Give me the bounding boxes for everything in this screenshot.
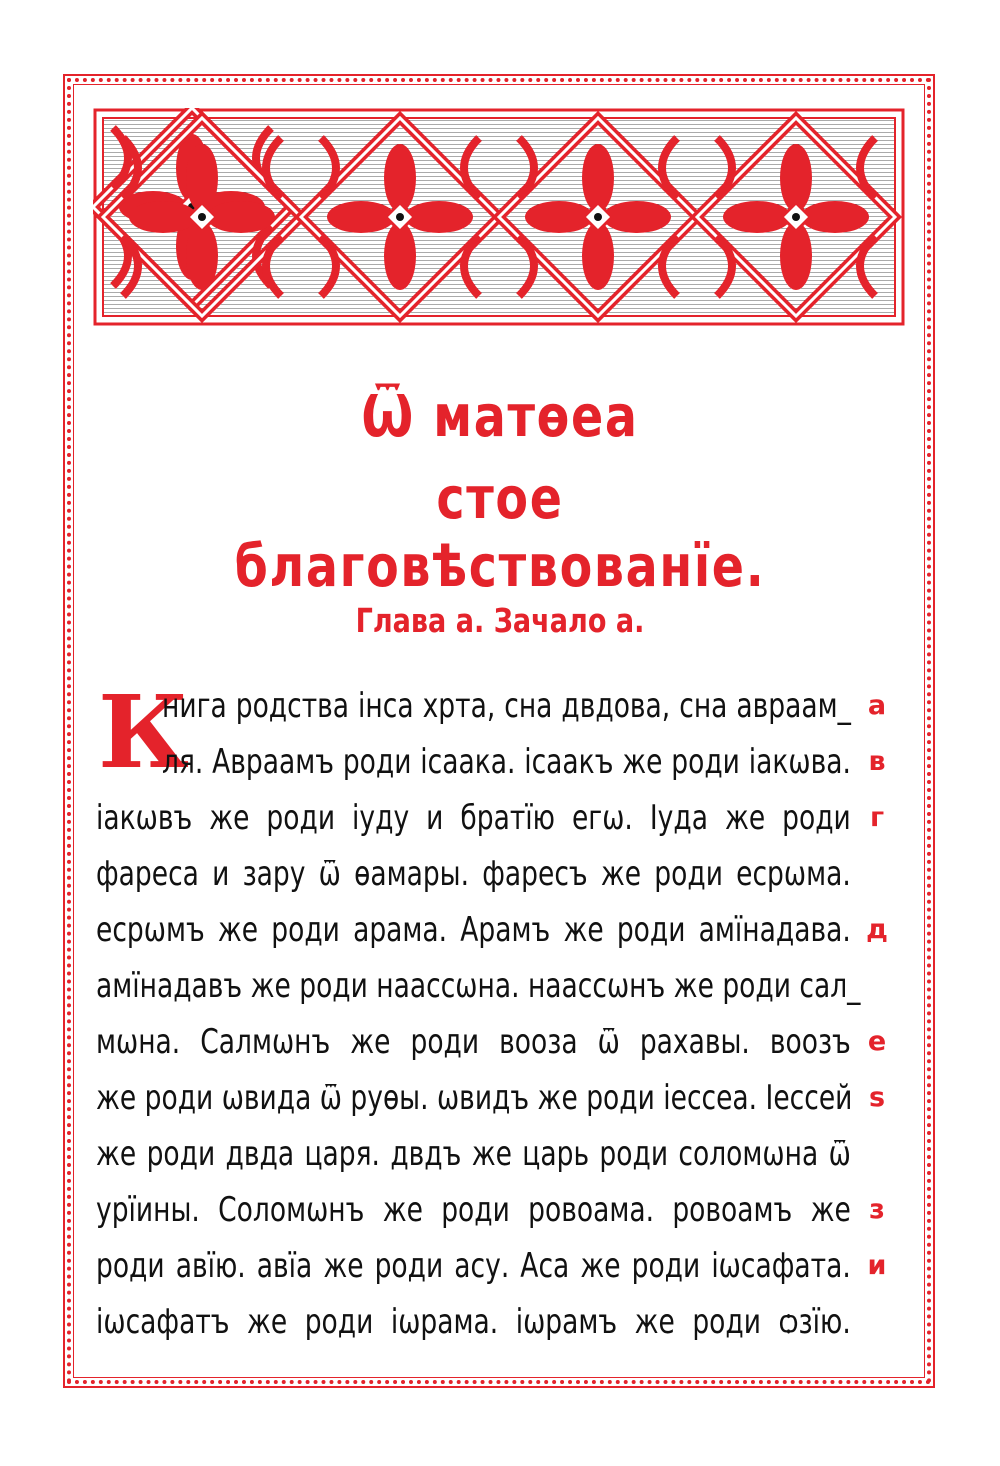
verse-number-marker: и <box>867 1250 887 1281</box>
ornamental-headpiece <box>93 108 905 326</box>
text-line: фареса и зару ѿ ѳамары. фаресъ же роди есрѡма. <box>96 854 851 894</box>
text-line: ля. Авраамъ роди ісаака. ісаакъ же роди іакѡва. <box>162 742 851 782</box>
verse-number-marker: г <box>869 802 885 833</box>
verse-number-marker: ѕ <box>868 1082 886 1113</box>
text-line: іѡсафатъ же роди іѡрама. іѡрамъ же роди ѻзїю. <box>96 1302 851 1342</box>
text-line: нига родства інса хрта, сна двдова, сна авраам_ <box>162 686 851 726</box>
text-line: же роди ѡвида ѿ руѳы. ѡвидъ же роди іессеа. Іессей <box>96 1078 853 1118</box>
chapter-heading: Глава а. Зачало а. <box>355 601 645 640</box>
verse-number-marker: з <box>869 1194 885 1225</box>
text-line: амїнадавъ же роди наассѡна. наассѡнъ же роди сал_ <box>96 966 861 1006</box>
text-line: роди авїю. авїа же роди асу. Аса же роди іѡсафата. <box>96 1246 851 1286</box>
text-line: же роди двда царя. двдъ же царь роди соломѡна ѿ <box>96 1134 851 1174</box>
book-title-line-1: Ѿ матѳеа <box>361 382 639 450</box>
text-line: есрѡмъ же роди арама. Арамъ же роди амїнадава. <box>96 910 851 950</box>
text-line: мѡна. Салмѡнъ же роди вооза ѿ рахавы. воозъ <box>96 1022 851 1062</box>
verse-number-marker: в <box>868 746 886 777</box>
verse-number-marker: д <box>866 914 888 945</box>
book-title-line-2: стое благовѣствованїе. <box>234 464 766 600</box>
text-line: урїины. Соломѡнъ же роди ровоама. ровоамъ же <box>96 1190 851 1230</box>
text-line: іакѡвъ же роди іуду и братїю егѡ. Іуда же роди <box>96 798 851 838</box>
verse-number-marker: е <box>867 1026 887 1057</box>
drop-capital: К <box>98 673 189 791</box>
verse-number-marker: а <box>867 690 887 721</box>
